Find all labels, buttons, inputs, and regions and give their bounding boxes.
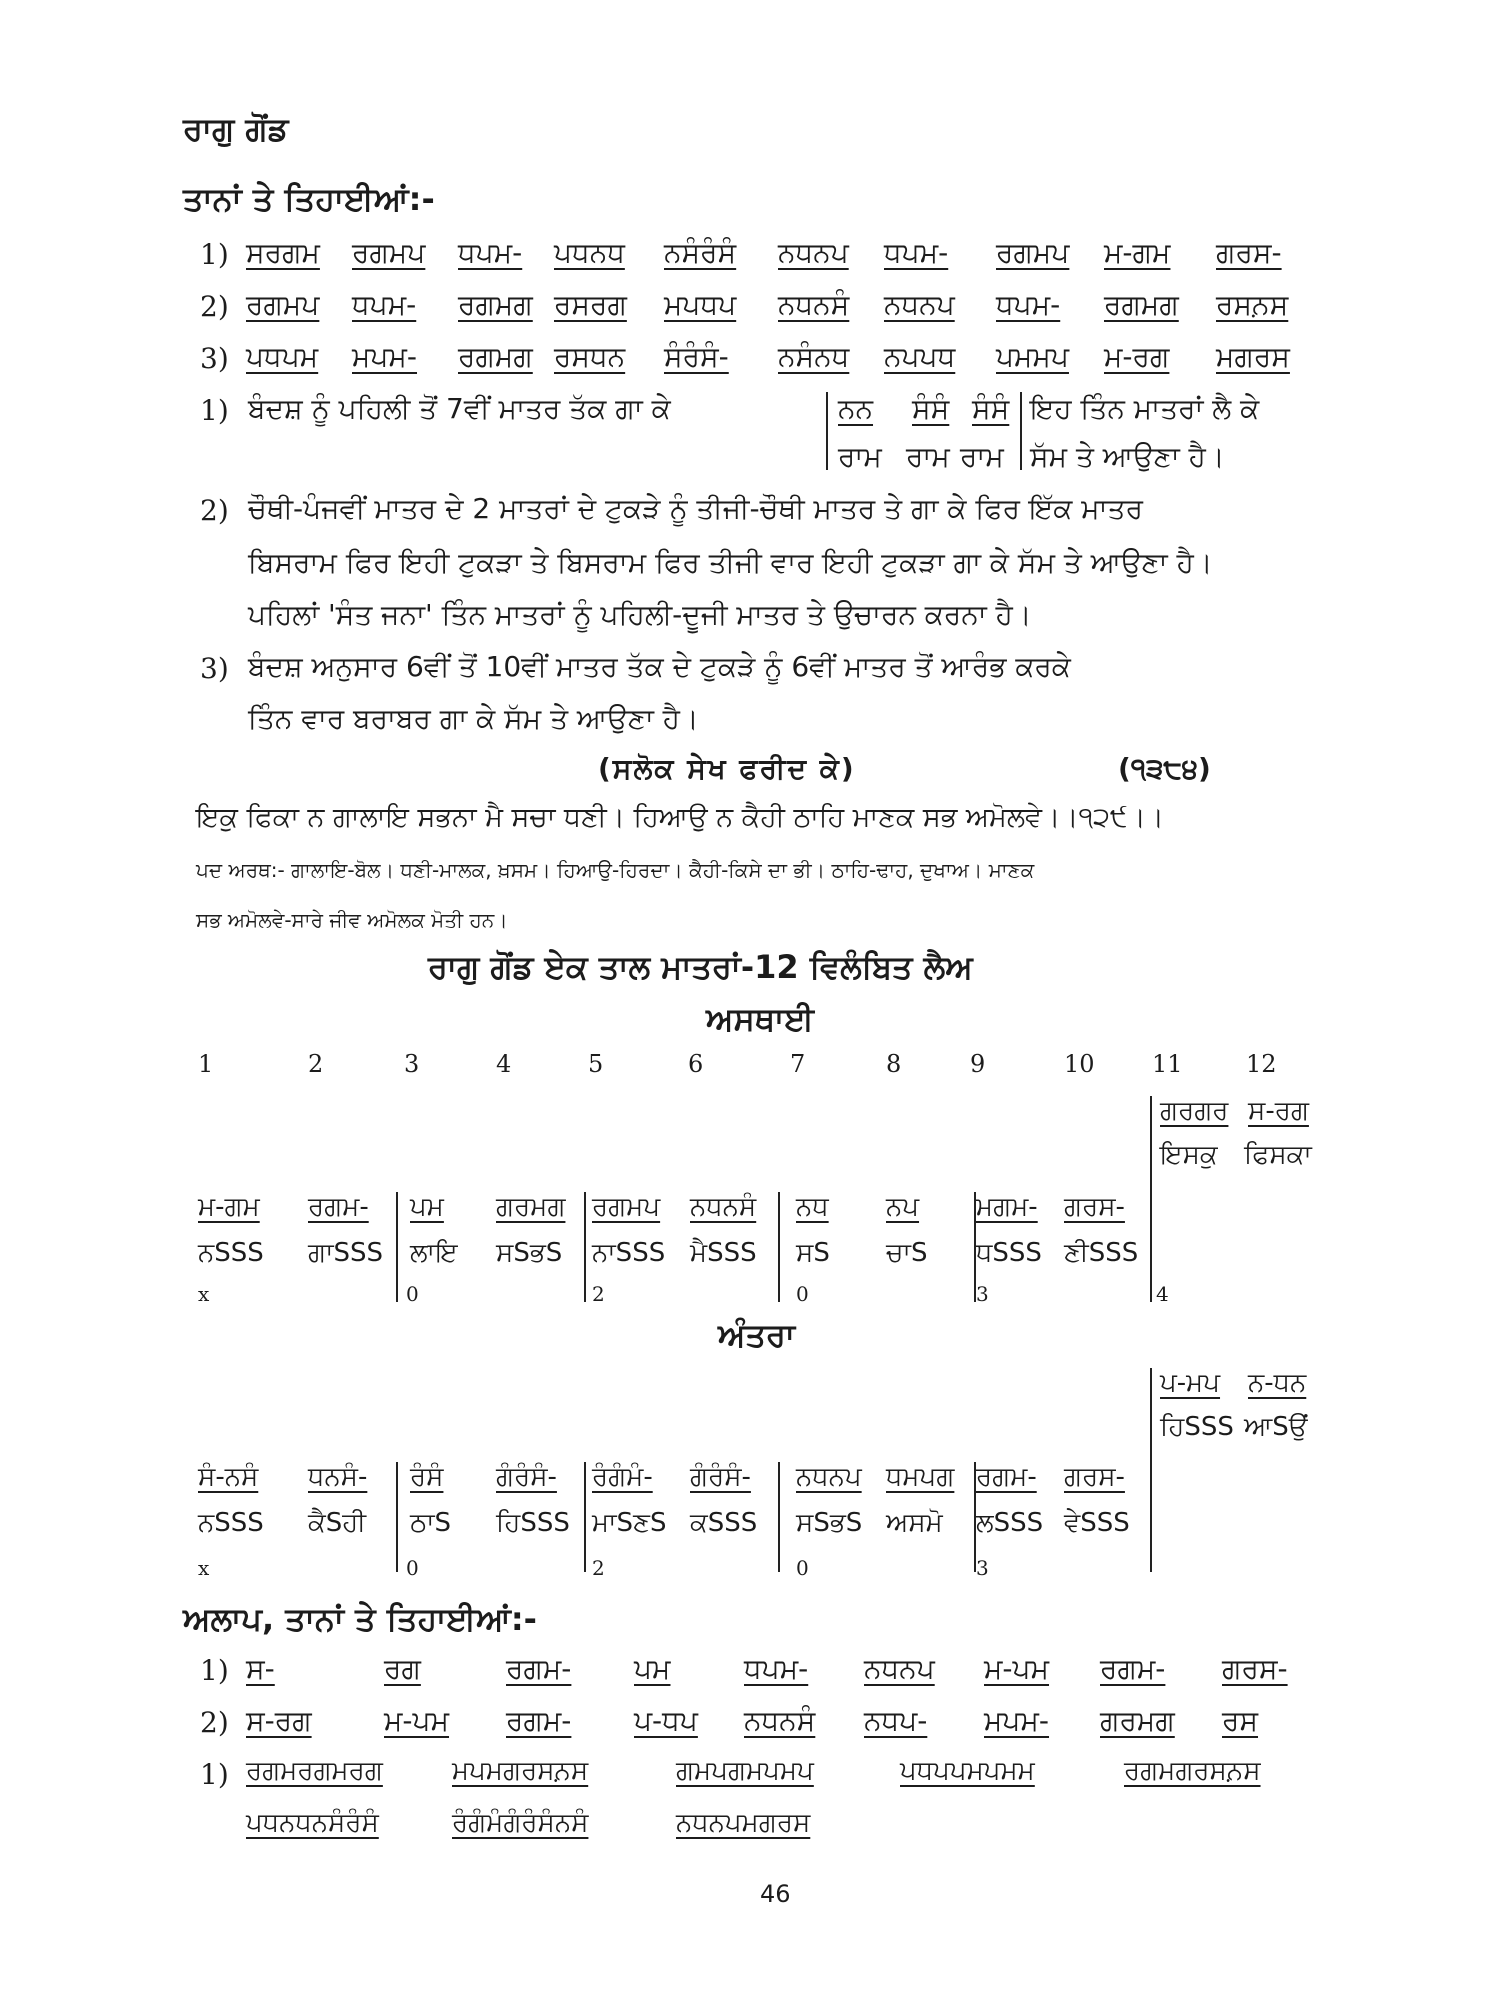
antara-pickup-note: ਨ-ਧਨ xyxy=(1248,1368,1307,1398)
asthai-note: ਮ-ਗਮ xyxy=(198,1192,260,1222)
tihai-1-bar-left xyxy=(826,392,828,470)
antara-word: ਸSਭS xyxy=(796,1508,863,1538)
antara-note: ਧਮਪਗ xyxy=(886,1462,955,1492)
antara-note: ਧਨਸੰ- xyxy=(308,1462,368,1492)
alaap-2-group: ਸ-ਰਗ xyxy=(246,1704,312,1737)
taan-1-group: ਧਪਮ- xyxy=(458,236,523,269)
asthai-word: ਲਾਇ xyxy=(410,1238,458,1268)
tihai-1-after-top: ਇਹ ਤਿੰਨ ਮਾਤਰਾਂ ਲੈ ਕੇ xyxy=(1030,392,1260,425)
asthai-bar-pickup xyxy=(1150,1096,1152,1302)
taan-final-group: ਪਧਨਧਨਸੰਰੰਸੰ xyxy=(246,1808,379,1838)
taan-2-group: ਧਪਮ- xyxy=(352,288,417,321)
taan-3-group: ਨਸੰਨਧ xyxy=(778,340,850,373)
asthai-word: ਸSਭS xyxy=(496,1238,563,1268)
taan-2-group: ਰਗਮਗ xyxy=(458,288,533,321)
arth-line-1: ਪਦ ਅਰਥ:- ਗਾਲਾਇ-ਬੋਲ। ਧਣੀ-ਮਾਲਕ, ਖ਼ਸਮ। ਹਿਆਉ-ਹਿਰਦਾ। ਕੈਹੀ-ਕਿਸੇ ਦਾ ਭੀ। ਠਾਹਿ-ਢਾਹ, ਦੁਖਾਅ। ਮਾਣਕ xyxy=(196,858,1035,882)
taan-final-group: ਪਧਪਪਮਪਮਮ xyxy=(900,1756,1035,1786)
tihai-1-note-1: ਨਨ xyxy=(838,392,874,425)
salok-ang: (੧੩੮੪) xyxy=(1118,752,1211,785)
alaap-2-group: ਨਧਨਸੰ xyxy=(744,1704,816,1737)
taan-1-group: ਪਧਨਧ xyxy=(554,236,625,269)
beat-number: 2 xyxy=(308,1050,324,1078)
alaap-1-number: 1) xyxy=(200,1654,229,1687)
taan-final-group: ਮਪਮਗਰਸਨ਼ਸ xyxy=(452,1756,589,1786)
tihai-1-text: ਬੰਦਸ਼ ਨੂੰ ਪਹਿਲੀ ਤੋਂ 7ਵੀਂ ਮਾਤਰ ਤੱਕ ਗਾ ਕੇ xyxy=(248,392,671,425)
tihai-1-word-1: ਰਾਮ xyxy=(838,440,882,473)
asthai-note: ਰਗਮਪ xyxy=(592,1192,661,1222)
antara-word: ਨSSS xyxy=(198,1508,264,1538)
taan-2-group: ਨਧਨਪ xyxy=(884,288,955,321)
asthai-pickup-word: ਫਿਸਕਾ xyxy=(1244,1140,1312,1170)
antara-note: ਗੰਰੰਸੰ- xyxy=(690,1462,751,1492)
asthai-pickup-note: ਗਰਗਰ xyxy=(1160,1096,1229,1126)
taan-final-group: ਰੰਗੰਮੰਗੰਰੰਸੰਨਸੰ xyxy=(452,1808,589,1838)
taan-3-group: ਮ-ਰਗ xyxy=(1104,340,1170,373)
antara-word: ਲSSS xyxy=(976,1508,1044,1538)
taan-final-number: 1) xyxy=(200,1758,229,1791)
tihai-1-bar-right xyxy=(1020,392,1022,470)
composition-heading: ਰਾਗੁ ਗੋਂਡ ਏਕ ਤਾਲ ਮਾਤਰਾਂ-12 ਵਿਲੰਬਿਤ ਲੈਅ xyxy=(428,948,973,986)
asthai-taal-mark: 3 xyxy=(976,1282,989,1306)
taan-3-group: ਮਗਰਸ xyxy=(1216,340,1290,373)
asthai-note: ਰਗਮ- xyxy=(308,1192,369,1222)
taan-2-group: ਰਗਮਪ xyxy=(246,288,320,321)
taan-1-group: ਗਰਸ- xyxy=(1216,236,1282,269)
alaap-1-group: ਪਮ xyxy=(634,1652,671,1685)
salok-text: ਇਕੁ ਫਿਕਾ ਨ ਗਾਲਾਇ ਸਭਨਾ ਮੈ ਸਚਾ ਧਣੀ। ਹਿਆਉ ਨ ਕੈਹੀ ਠਾਹਿ ਮਾਣਕ ਸਭ ਅਮੋਲਵੇ।।੧੨੯।। xyxy=(196,802,1165,833)
taan-3-group: ਮਪਮ- xyxy=(352,340,418,373)
antara-bar xyxy=(396,1462,398,1572)
alaap-1-group: ਨਧਨਪ xyxy=(864,1652,935,1685)
antara-heading: ਅੰਤਰਾ xyxy=(718,1316,795,1354)
alaap-2-group: ਗਰਮਗ xyxy=(1100,1704,1175,1737)
taan-2-group: ਮਪਧਪ xyxy=(664,288,737,321)
page-title: ਰਾਗੁ ਗੋਂਡ xyxy=(183,110,289,148)
antara-pickup-note: ਪ-ਮਪ xyxy=(1160,1368,1221,1398)
tihai-1-word-2: ਰਾਮ xyxy=(906,440,950,473)
taan-3-number: 3) xyxy=(200,342,229,375)
tihai-1-after-bottom: ਸੱਮ ਤੇ ਆਉਣਾ ਹੈ। xyxy=(1030,440,1225,473)
antara-note: ਗਰਸ- xyxy=(1064,1462,1125,1492)
antara-word: ਹਿSSS xyxy=(496,1508,570,1538)
tihai-1-number: 1) xyxy=(200,394,229,427)
alaap-1-group: ਸ- xyxy=(246,1652,275,1685)
taan-2-number: 2) xyxy=(200,290,229,323)
taan-3-group: ਨਪਪਧ xyxy=(884,340,956,373)
asthai-note: ਨਧ xyxy=(796,1192,829,1222)
arth-line-2: ਸਭ ਅਮੋਲਵੇ-ਸਾਰੇ ਜੀਵ ਅਮੋਲਕ ਮੋਤੀ ਹਨ। xyxy=(196,908,508,932)
asthai-word: ਧSSS xyxy=(976,1238,1042,1268)
antara-word: ਮਾSਣS xyxy=(592,1508,667,1538)
alaap-1-group: ਰਗਮ- xyxy=(506,1652,572,1685)
asthai-note: ਗਰਮਗ xyxy=(496,1192,566,1222)
beat-number: 12 xyxy=(1246,1050,1277,1078)
antara-note: ਗੰਰੰਸੰ- xyxy=(496,1462,557,1492)
taan-1-group: ਧਪਮ- xyxy=(884,236,949,269)
asthai-bar xyxy=(396,1192,398,1302)
asthai-taal-mark: 0 xyxy=(796,1282,809,1306)
tihai-1-note-3: ਸੰਸੰ xyxy=(972,392,1010,425)
asthai-bar xyxy=(778,1192,780,1302)
taan-2-group: ਧਪਮ- xyxy=(996,288,1061,321)
taan-3-group: ਰਗਮਗ xyxy=(458,340,533,373)
asthai-heading: ਅਸਥਾਈ xyxy=(706,1000,814,1038)
page-number: 46 xyxy=(760,1880,791,1908)
alaap-2-group: ਮਪਮ- xyxy=(984,1704,1050,1737)
antara-word: ਠਾS xyxy=(410,1508,452,1538)
tihai-1-word-3: ਰਾਮ xyxy=(960,440,1004,473)
alaap-2-group: ਰਗਮ- xyxy=(506,1704,572,1737)
asthai-word: ਸS xyxy=(796,1238,830,1268)
tihai-1-note-2: ਸੰਸੰ xyxy=(912,392,950,425)
taan-final-group: ਰਗਮਰਗਮਰਗ xyxy=(246,1756,383,1786)
antara-note: ਰੰਸੰ xyxy=(410,1462,444,1492)
asthai-word: ਨSSS xyxy=(198,1238,264,1268)
alaap-2-group: ਨਧਪ- xyxy=(864,1704,928,1737)
antara-bar xyxy=(778,1462,780,1572)
asthai-word: ਚਾS xyxy=(886,1238,928,1268)
beat-number: 7 xyxy=(790,1050,806,1078)
asthai-note: ਪਮ xyxy=(410,1192,444,1222)
beat-number: 10 xyxy=(1064,1050,1095,1078)
antara-note: ਸੰ-ਨਸੰ xyxy=(198,1462,259,1492)
alaap-1-group: ਮ-ਪਮ xyxy=(984,1652,1050,1685)
beat-number: 6 xyxy=(688,1050,704,1078)
asthai-taal-mark: x xyxy=(198,1282,210,1306)
taan-3-group: ਪਧਪਮ xyxy=(246,340,319,373)
taan-1-number: 1) xyxy=(200,238,229,271)
tihai-2-line-3: ਪਹਿਲਾਂ 'ਸੰਤ ਜਨਾ' ਤਿੰਨ ਮਾਤਰਾਂ ਨੂੰ ਪਹਿਲੀ-ਦੂਜੀ ਮਾਤਰ ਤੇ ਉਚਾਰਨ ਕਰਨਾ ਹੈ। xyxy=(248,598,1032,631)
antara-pickup-word: ਆSਉਂ xyxy=(1244,1412,1308,1442)
alaap-2-group: ਪ-ਧਪ xyxy=(634,1704,698,1737)
tihai-2-line-2: ਬਿਸਰਾਮ ਫਿਰ ਇਹੀ ਟੁਕੜਾ ਤੇ ਬਿਸਰਾਮ ਫਿਰ ਤੀਜੀ ਵਾਰ ਇਹੀ ਟੁਕੜਾ ਗਾ ਕੇ ਸੱਮ ਤੇ ਆਉਣਾ ਹੈ। xyxy=(248,546,1213,579)
asthai-word: ਗਾSSS xyxy=(308,1238,384,1268)
antara-taal-mark: 2 xyxy=(592,1556,605,1580)
beat-number: 9 xyxy=(970,1050,986,1078)
taan-1-group: ਮ-ਗਮ xyxy=(1104,236,1171,269)
antara-pickup-word: ਹਿSSS xyxy=(1160,1412,1234,1442)
tihai-3-line-1: ਬੰਦਸ਼ ਅਨੁਸਾਰ 6ਵੀਂ ਤੋਂ 10ਵੀਂ ਮਾਤਰ ਤੱਕ ਦੇ ਟੁਕੜੇ ਨੂੰ 6ਵੀਂ ਮਾਤਰ ਤੋਂ ਆਰੰਭ ਕਰਕੇ xyxy=(248,650,1071,683)
asthai-bar xyxy=(584,1192,586,1302)
tihai-2-line-1: ਚੌਥੀ-ਪੰਜਵੀਂ ਮਾਤਰ ਦੇ 2 ਮਾਤਰਾਂ ਦੇ ਟੁਕੜੇ ਨੂੰ ਤੀਜੀ-ਚੌਥੀ ਮਾਤਰ ਤੇ ਗਾ ਕੇ ਫਿਰ ਇੱਕ ਮਾਤਰ xyxy=(248,492,1143,525)
section-heading-alaap: ਅਲਾਪ, ਤਾਨਾਂ ਤੇ ਤਿਹਾਈਆਂ:- xyxy=(183,1600,537,1638)
beat-number: 4 xyxy=(496,1050,512,1078)
alaap-1-group: ਗਰਸ- xyxy=(1222,1652,1288,1685)
taan-3-group: ਰਸਧਨ xyxy=(554,340,626,373)
asthai-note: ਗਰਸ- xyxy=(1064,1192,1125,1222)
taan-2-group: ਰਸਨ਼ਸ xyxy=(1216,288,1289,321)
alaap-1-group: ਧਪਮ- xyxy=(744,1652,809,1685)
antara-note: ਨਧਨਪ xyxy=(796,1462,862,1492)
taan-3-group: ਸੰਰੰਸੰ- xyxy=(664,340,729,373)
antara-word: ਕੈSਹੀ xyxy=(308,1508,367,1538)
asthai-note: ਮਗਮ- xyxy=(976,1192,1038,1222)
beat-number: 5 xyxy=(588,1050,604,1078)
antara-word: ਵੇSSS xyxy=(1064,1508,1130,1538)
antara-taal-mark: 0 xyxy=(406,1556,419,1580)
antara-taal-mark: x xyxy=(198,1556,210,1580)
asthai-taal-mark: 0 xyxy=(406,1282,419,1306)
tihai-3-number: 3) xyxy=(200,652,229,685)
tihai-2-number: 2) xyxy=(200,494,229,527)
taan-final-group: ਗਮਪਗਮਪਮਪ xyxy=(676,1756,814,1786)
asthai-note: ਨਪ xyxy=(886,1192,920,1222)
antara-bar-pickup xyxy=(1150,1368,1152,1572)
taan-final-group: ਨਧਨਪਮਗਰਸ xyxy=(676,1808,811,1838)
taan-1-group: ਸਰਗਮ xyxy=(246,236,320,269)
antara-word: ਕSSS xyxy=(690,1508,758,1538)
alaap-2-group: ਰਸ xyxy=(1222,1704,1259,1737)
beat-number: 8 xyxy=(886,1050,902,1078)
antara-word: ਅਸਮੋ xyxy=(886,1508,943,1538)
taan-1-group: ਨਧਨਪ xyxy=(778,236,849,269)
tihai-3-line-2: ਤਿੰਨ ਵਾਰ ਬਰਾਬਰ ਗਾ ਕੇ ਸੱਮ ਤੇ ਆਉਣਾ ਹੈ। xyxy=(248,702,699,735)
asthai-word: ਨਾSSS xyxy=(592,1238,666,1268)
beat-number: 11 xyxy=(1152,1050,1183,1078)
beat-number: 1 xyxy=(198,1050,214,1078)
salok-heading: (ਸਲੋਕ ਸੇਖ ਫਰੀਦ ਕੇ) xyxy=(598,752,856,785)
antara-taal-mark: 3 xyxy=(976,1556,989,1580)
antara-note: ਰਗਮ- xyxy=(976,1462,1037,1492)
beat-number: 3 xyxy=(404,1050,420,1078)
alaap-1-group: ਰਗਮ- xyxy=(1100,1652,1166,1685)
antara-taal-mark: 0 xyxy=(796,1556,809,1580)
section-heading-taans: ਤਾਨਾਂ ਤੇ ਤਿਹਾਈਆਂ:- xyxy=(183,180,435,218)
asthai-note: ਨਧਨਸੰ xyxy=(690,1192,757,1222)
alaap-2-group: ਮ-ਪਮ xyxy=(384,1704,450,1737)
asthai-pickup-note: ਸ-ਰਗ xyxy=(1248,1096,1309,1126)
taan-1-group: ਰਗਮਪ xyxy=(996,236,1070,269)
taan-final-group: ਰਗਮਗਰਸਨ਼ਸ xyxy=(1124,1756,1261,1786)
asthai-taal-mark: 4 xyxy=(1156,1282,1169,1306)
antara-bar xyxy=(584,1462,586,1572)
taan-1-group: ਰਗਮਪ xyxy=(352,236,426,269)
alaap-2-number: 2) xyxy=(200,1706,229,1739)
taan-1-group: ਨਸੰਰੰਸੰ xyxy=(664,236,737,269)
taan-2-group: ਰਸਰਗ xyxy=(554,288,627,321)
asthai-taal-mark: 2 xyxy=(592,1282,605,1306)
asthai-pickup-word: ਇਸਕੁ xyxy=(1160,1140,1218,1170)
antara-note: ਰੰਗੰਮੰ- xyxy=(592,1462,653,1492)
asthai-word: ਮੈSSS xyxy=(690,1238,757,1268)
taan-2-group: ਨਧਨਸੰ xyxy=(778,288,850,321)
alaap-1-group: ਰਗ xyxy=(384,1652,421,1685)
taan-2-group: ਰਗਮਗ xyxy=(1104,288,1179,321)
asthai-word: ਣੀSSS xyxy=(1064,1238,1139,1268)
taan-3-group: ਪਮਮਪ xyxy=(996,340,1069,373)
